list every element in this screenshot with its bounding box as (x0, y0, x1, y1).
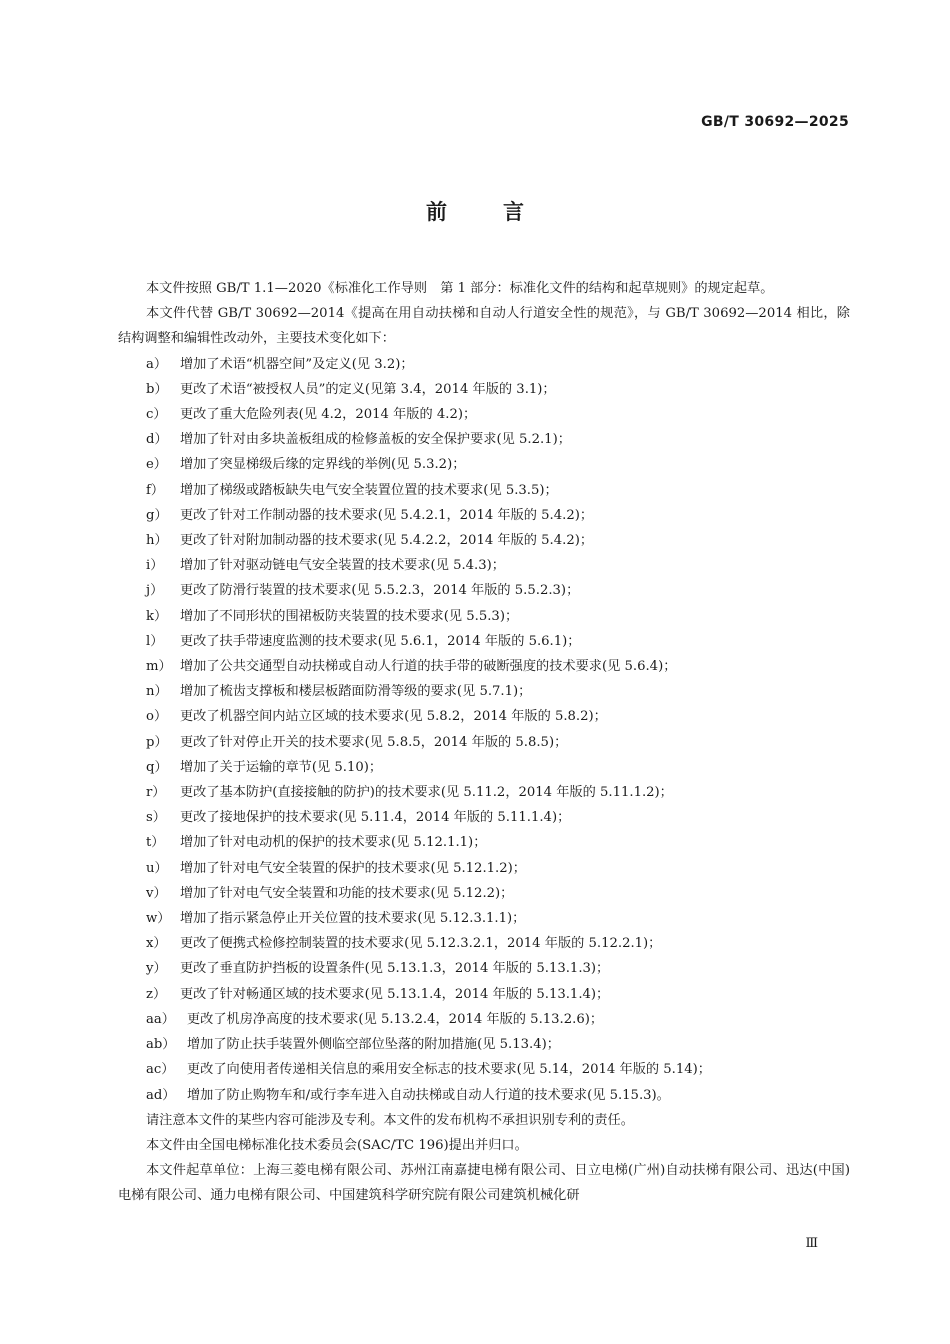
list-item (118, 654, 850, 679)
list-item-text: 增加了关于运输的章节(见 5.10)； (180, 759, 383, 775)
list-item-text: 更改了术语“被授权人员”的定义(见第 3.4，2014 年版的 3.1)； (180, 381, 556, 397)
standard-code: GB/T 30692—2025 (701, 114, 849, 130)
list-item-text: 增加了不同形状的围裙板防夹装置的技术要求(见 5.5.3)； (180, 608, 519, 624)
list-item-text: 更改了针对附加制动器的技术要求(见 5.4.2.2，2014 年版的 5.4.2)； (180, 533, 594, 549)
list-item (118, 604, 850, 629)
list-item (118, 629, 850, 654)
list-item-text: 更改了垂直防护挡板的设置条件(见 5.13.1.3，2014 年版的 5.13.1.3)； (180, 961, 610, 977)
changes-list (118, 352, 850, 1108)
list-item-label: a） (146, 356, 168, 372)
patent-note: 请注意本文件的某些内容可能涉及专利。本文件的发布机构不承担识别专利的责任。 (146, 1112, 634, 1128)
intro-paragraph: 本文件按照 GB/T 1.1—2020《标准化工作导则 第 1 部分：标准化文件的结构和起草规则》的规定起草。 (146, 281, 774, 296)
list-item (118, 1032, 850, 1057)
list-item-label: z） (146, 986, 167, 1002)
list-item-label: m） (146, 659, 172, 675)
list-item-label: s） (146, 810, 166, 826)
list-item-text: 增加了术语“机器空间”及定义(见 3.2)； (180, 356, 414, 372)
page-number: Ⅲ (805, 1236, 818, 1251)
list-item-label: p） (146, 734, 168, 750)
list-item-text: 增加了梯级或踏板缺失电气安全装置位置的技术要求(见 5.3.5)； (180, 482, 558, 498)
list-item-label: b） (146, 381, 168, 397)
list-item-label: k） (146, 608, 168, 624)
list-item-text: 更改了接地保护的技术要求(见 5.11.4，2014 年版的 5.11.1.4)； (180, 810, 571, 826)
list-item-text: 增加了防止扶手装置外侧临空部位坠落的附加措施(见 5.13.4)； (187, 1037, 560, 1053)
list-item (118, 982, 850, 1007)
list-item-label: v） (146, 885, 167, 901)
list-item-text: 增加了针对电动机的保护的技术要求(见 5.12.1.1)； (180, 835, 487, 851)
list-item (118, 704, 850, 729)
list-item-label: g） (146, 507, 168, 523)
list-item-label: f） (146, 482, 165, 498)
list-item-text: 更改了针对停止开关的技术要求(见 5.8.5，2014 年版的 5.8.5)； (180, 734, 568, 750)
list-item (118, 578, 850, 603)
list-item (118, 1007, 850, 1032)
list-item-label: h） (146, 533, 168, 549)
list-item (118, 956, 850, 981)
list-item (118, 830, 850, 855)
list-item (118, 906, 850, 931)
list-item (118, 856, 850, 881)
list-item (118, 553, 850, 578)
list-item-label: t） (146, 835, 165, 851)
list-item (118, 402, 850, 427)
list-item-label: aa） (146, 1011, 175, 1027)
list-item-label: o） (146, 709, 168, 725)
list-item (118, 503, 850, 528)
drafting-units-paragraph: 本文件起草单位：上海三菱电梯有限公司、苏州江南嘉捷电梯有限公司、日立电梯(广州)自动扶梯有限公司、迅达(中国)电梯有限公司、通力电梯有限公司、中国建筑科学研究院有限公司建筑机械化研 (118, 1163, 850, 1204)
page-title: 前言 (426, 200, 580, 224)
list-item-text: 增加了针对电气安全装置和功能的技术要求(见 5.12.2)； (180, 885, 514, 901)
list-item (118, 755, 850, 780)
list-item (118, 478, 850, 503)
list-item (118, 679, 850, 704)
list-item-text: 更改了基本防护(直接接触的防护)的技术要求(见 5.11.2，2014 年版的 5.11.1.2)； (180, 785, 673, 801)
list-item (118, 730, 850, 755)
list-item-text: 更改了机器空间内站立区域的技术要求(见 5.8.2，2014 年版的 5.8.2)； (180, 709, 607, 725)
list-item-text: 更改了机房净高度的技术要求(见 5.13.2.4，2014 年版的 5.13.2.6)； (187, 1011, 604, 1027)
list-item-text: 更改了防滑行装置的技术要求(见 5.5.2.3，2014 年版的 5.5.2.3)； (180, 583, 580, 599)
list-item-label: e） (146, 457, 167, 473)
list-item (118, 427, 850, 452)
list-item (118, 931, 850, 956)
document-body (118, 276, 850, 1209)
list-item (118, 1083, 850, 1108)
list-item-text: 增加了突显梯级后缘的定界线的举例(见 5.3.2)； (180, 457, 466, 473)
list-item-label: q） (146, 759, 168, 775)
list-item-label: c） (146, 407, 167, 423)
list-item (118, 452, 850, 477)
list-item-label: u） (146, 860, 168, 876)
list-item (118, 377, 850, 402)
list-item-text: 增加了防止购物车和/或行李车进入自动扶梯或自动人行道的技术要求(见 5.15.3)。 (187, 1087, 670, 1103)
list-item-label: d） (146, 432, 168, 448)
list-item-label: y） (146, 961, 167, 977)
list-item-text: 更改了重大危险列表(见 4.2，2014 年版的 4.2)； (180, 407, 477, 423)
list-item-text: 更改了便携式检修控制装置的技术要求(见 5.12.3.2.1，2014 年版的 5.12.2.1)； (180, 936, 662, 952)
list-item-label: l） (146, 633, 164, 649)
list-item-text: 更改了向使用者传递相关信息的乘用安全标志的技术要求(见 5.14，2014 年版的 5.14)； (187, 1062, 711, 1078)
list-item (118, 780, 850, 805)
list-item-label: n） (146, 684, 168, 700)
list-item (118, 881, 850, 906)
intro-paragraph: 本文件代替 GB/T 30692—2014《提高在用自动扶梯和自动人行道安全性的规范》，与 GB/T 30692—2014 相比，除结构调整和编辑性改动外，主要技术变化如下： (118, 306, 850, 347)
list-item-label: ac） (146, 1062, 175, 1078)
list-item (118, 352, 850, 377)
list-item-label: j） (146, 583, 164, 599)
list-item (118, 528, 850, 553)
list-item-text: 增加了指示紧急停止开关位置的技术要求(见 5.12.3.1.1)； (180, 911, 526, 927)
list-item (118, 1057, 850, 1082)
list-item (118, 805, 850, 830)
list-item-label: ab） (146, 1037, 176, 1053)
list-item-text: 更改了针对工作制动器的技术要求(见 5.4.2.1，2014 年版的 5.4.2)； (180, 507, 594, 523)
list-item-label: r） (146, 785, 166, 801)
list-item-text: 增加了针对驱动链电气安全装置的技术要求(见 5.4.3)； (180, 558, 505, 574)
proposer-note: 本文件由全国电梯标准化技术委员会(SAC/TC 196)提出并归口。 (146, 1137, 528, 1153)
list-item-text: 更改了针对畅通区域的技术要求(见 5.13.1.4，2014 年版的 5.13.1.4)； (180, 986, 610, 1002)
list-item-text: 更改了扶手带速度监测的技术要求(见 5.6.1，2014 年版的 5.6.1)； (180, 633, 581, 649)
list-item-label: w） (146, 911, 171, 927)
list-item-label: ad） (146, 1087, 176, 1103)
list-item-label: x） (146, 936, 167, 952)
list-item-label: i） (146, 558, 164, 574)
list-item-text: 增加了梳齿支撑板和楼层板踏面防滑等级的要求(见 5.7.1)； (180, 684, 532, 700)
list-item-text: 增加了公共交通型自动扶梯或自动人行道的扶手带的破断强度的技术要求(见 5.6.4)； (180, 659, 677, 675)
list-item-text: 增加了针对由多块盖板组成的检修盖板的安全保护要求(见 5.2.1)； (180, 432, 571, 448)
list-item-text: 增加了针对电气安全装置的保护的技术要求(见 5.12.1.2)； (180, 860, 526, 876)
